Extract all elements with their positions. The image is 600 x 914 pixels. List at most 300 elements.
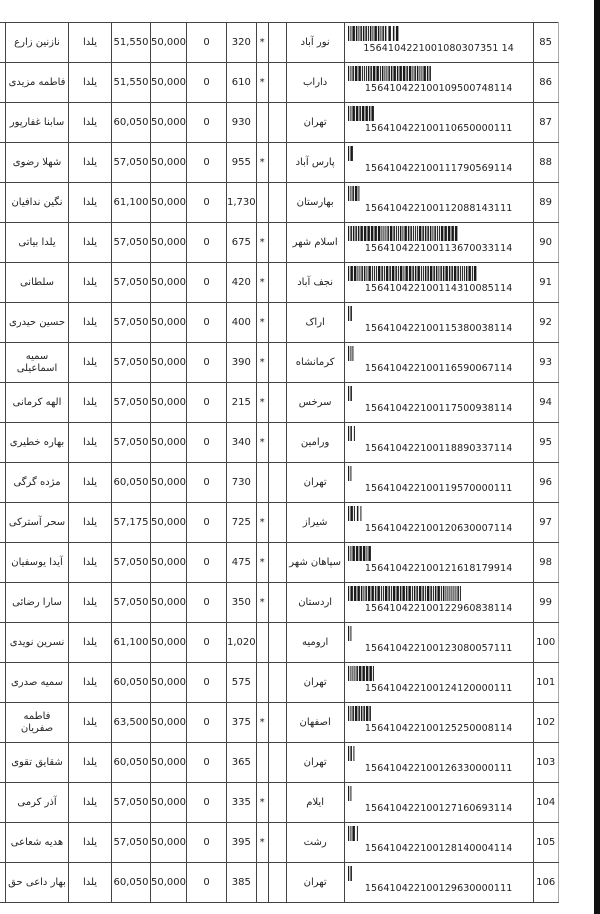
blank-cell bbox=[268, 223, 286, 263]
barcode-number: 156410422100122960838114 bbox=[364, 603, 513, 614]
base-price: 50,000 bbox=[151, 623, 187, 663]
blank-cell bbox=[268, 183, 286, 223]
service-name: یلدا bbox=[69, 463, 112, 503]
city: ایلام bbox=[286, 783, 344, 823]
blank-cell bbox=[268, 503, 286, 543]
city: ورامین bbox=[286, 423, 344, 463]
star-marker bbox=[256, 103, 268, 143]
barcode-icon bbox=[348, 186, 530, 201]
city: سپاهان شهر bbox=[286, 543, 344, 583]
service-name: یلدا bbox=[69, 343, 112, 383]
service-name: یلدا bbox=[69, 863, 112, 903]
base-price: 50,000 bbox=[151, 423, 187, 463]
star-marker: * bbox=[256, 823, 268, 863]
total-price: 57,050 bbox=[112, 823, 151, 863]
row-number: 97 bbox=[533, 503, 558, 543]
city: تهران bbox=[286, 863, 344, 903]
star-marker: * bbox=[256, 783, 268, 823]
weight: 335 bbox=[227, 783, 257, 823]
star-marker bbox=[256, 623, 268, 663]
recipient-name: الهه کرمانی bbox=[6, 383, 69, 423]
city: بهارستان bbox=[286, 183, 344, 223]
total-price: 51,550 bbox=[112, 23, 151, 63]
barcode-cell bbox=[344, 463, 533, 503]
base-price: 50,000 bbox=[151, 783, 187, 823]
recipient-name: بهار داعی حق bbox=[6, 863, 69, 903]
recipient-name: سارا رضائی bbox=[6, 583, 69, 623]
barcode-number: 156410422100113670033114 bbox=[364, 243, 513, 254]
barcode-number: 156410422100114310085114 bbox=[364, 283, 513, 294]
base-price: 50,000 bbox=[151, 583, 187, 623]
total-price: 57,050 bbox=[112, 303, 151, 343]
city: اسلام شهر bbox=[286, 223, 344, 263]
barcode-icon bbox=[348, 666, 530, 681]
table-row bbox=[0, 863, 558, 903]
weight: 675 bbox=[227, 223, 257, 263]
table-body bbox=[0, 23, 558, 903]
blank-cell bbox=[268, 63, 286, 103]
base-price: 50,000 bbox=[151, 823, 187, 863]
service-name: یلدا bbox=[69, 23, 112, 63]
city: کرمانشاه bbox=[286, 343, 344, 383]
table-row bbox=[0, 343, 558, 383]
barcode-number: 156410422100111790569114 bbox=[364, 163, 513, 174]
zero-value: 0 bbox=[187, 783, 227, 823]
recipient-name: مژده گرگی bbox=[6, 463, 69, 503]
table-row bbox=[0, 463, 558, 503]
star-marker: * bbox=[256, 63, 268, 103]
total-price: 63,500 bbox=[112, 703, 151, 743]
barcode-cell bbox=[344, 543, 533, 583]
zero-value: 0 bbox=[187, 623, 227, 663]
service-name: یلدا bbox=[69, 543, 112, 583]
recipient-name: سابنا غفارپور bbox=[6, 103, 69, 143]
zero-value: 0 bbox=[187, 543, 227, 583]
barcode-icon bbox=[348, 466, 530, 481]
total-price: 60,050 bbox=[112, 863, 151, 903]
weight: 1,730 bbox=[227, 183, 257, 223]
star-marker: * bbox=[256, 583, 268, 623]
total-price: 57,050 bbox=[112, 143, 151, 183]
blank-cell bbox=[268, 303, 286, 343]
barcode-cell bbox=[344, 863, 533, 903]
total-price: 57,050 bbox=[112, 783, 151, 823]
barcode-icon bbox=[348, 386, 530, 401]
table-row bbox=[0, 703, 558, 743]
base-price: 50,000 bbox=[151, 703, 187, 743]
zero-value: 0 bbox=[187, 503, 227, 543]
barcode-icon bbox=[348, 626, 530, 641]
zero-value: 0 bbox=[187, 103, 227, 143]
zero-value: 0 bbox=[187, 223, 227, 263]
table-row bbox=[0, 383, 558, 423]
recipient-name: حسین حیدری bbox=[6, 303, 69, 343]
base-price: 50,000 bbox=[151, 503, 187, 543]
barcode-cell bbox=[344, 743, 533, 783]
shipment-table bbox=[0, 22, 559, 903]
row-number: 102 bbox=[533, 703, 558, 743]
barcode-icon bbox=[348, 66, 530, 81]
base-price: 50,000 bbox=[151, 103, 187, 143]
barcode-icon bbox=[348, 506, 530, 521]
total-price: 57,175 bbox=[112, 503, 151, 543]
barcode-icon bbox=[348, 266, 530, 281]
zero-value: 0 bbox=[187, 303, 227, 343]
barcode-icon bbox=[348, 306, 530, 321]
city: تهران bbox=[286, 103, 344, 143]
city: اردستان bbox=[286, 583, 344, 623]
blank-cell bbox=[268, 863, 286, 903]
barcode-number: 156410422100123080057111 bbox=[364, 643, 513, 654]
row-number: 104 bbox=[533, 783, 558, 823]
recipient-name: آذر کرمی bbox=[6, 783, 69, 823]
recipient-name: نگین ندافیان bbox=[6, 183, 69, 223]
recipient-name: سمیه اسماعیلی bbox=[6, 343, 69, 383]
blank-cell bbox=[268, 423, 286, 463]
barcode-cell bbox=[344, 383, 533, 423]
star-marker bbox=[256, 463, 268, 503]
barcode-number: 156410422100121618179914 bbox=[364, 563, 513, 574]
total-price: 57,050 bbox=[112, 423, 151, 463]
star-marker bbox=[256, 743, 268, 783]
blank-cell bbox=[268, 703, 286, 743]
row-number: 90 bbox=[533, 223, 558, 263]
weight: 320 bbox=[227, 23, 257, 63]
recipient-name: نازنین زارع bbox=[6, 23, 69, 63]
barcode-number: 1564104221001080307351 14 bbox=[363, 43, 514, 54]
barcode-number: 156410422100119570000111 bbox=[364, 483, 513, 494]
base-price: 50,000 bbox=[151, 263, 187, 303]
zero-value: 0 bbox=[187, 823, 227, 863]
total-price: 51,550 bbox=[112, 63, 151, 103]
city: سرخس bbox=[286, 383, 344, 423]
blank-cell bbox=[268, 383, 286, 423]
zero-value: 0 bbox=[187, 863, 227, 903]
barcode-number: 156410422100117500938114 bbox=[364, 403, 513, 414]
barcode-icon bbox=[348, 706, 530, 721]
weight: 420 bbox=[227, 263, 257, 303]
base-price: 50,000 bbox=[151, 143, 187, 183]
base-price: 50,000 bbox=[151, 463, 187, 503]
base-price: 50,000 bbox=[151, 743, 187, 783]
barcode-icon bbox=[348, 146, 530, 161]
row-number: 88 bbox=[533, 143, 558, 183]
recipient-name: آیدا یوسفیان bbox=[6, 543, 69, 583]
table-row bbox=[0, 223, 558, 263]
blank-cell bbox=[268, 783, 286, 823]
service-name: یلدا bbox=[69, 783, 112, 823]
row-number: 95 bbox=[533, 423, 558, 463]
city: اصفهان bbox=[286, 703, 344, 743]
service-name: یلدا bbox=[69, 663, 112, 703]
barcode-number: 156410422100124120000111 bbox=[364, 683, 513, 694]
star-marker: * bbox=[256, 343, 268, 383]
table-row bbox=[0, 543, 558, 583]
city: پارس آباد bbox=[286, 143, 344, 183]
base-price: 50,000 bbox=[151, 863, 187, 903]
city: تهران bbox=[286, 463, 344, 503]
row-number: 93 bbox=[533, 343, 558, 383]
recipient-name: سلطانی bbox=[6, 263, 69, 303]
row-number: 96 bbox=[533, 463, 558, 503]
row-number: 106 bbox=[533, 863, 558, 903]
city: رشت bbox=[286, 823, 344, 863]
recipient-name: سحر آسترکی bbox=[6, 503, 69, 543]
service-name: یلدا bbox=[69, 503, 112, 543]
barcode-icon bbox=[348, 826, 530, 841]
total-price: 60,050 bbox=[112, 743, 151, 783]
barcode-icon bbox=[348, 786, 530, 801]
recipient-name: سمیه صدری bbox=[6, 663, 69, 703]
recipient-name: شهلا رضوی bbox=[6, 143, 69, 183]
recipient-name: نسرین نویدی bbox=[6, 623, 69, 663]
row-number: 87 bbox=[533, 103, 558, 143]
row-number: 101 bbox=[533, 663, 558, 703]
zero-value: 0 bbox=[187, 263, 227, 303]
blank-cell bbox=[268, 623, 286, 663]
recipient-name: هدیه شعاعی bbox=[6, 823, 69, 863]
star-marker: * bbox=[256, 703, 268, 743]
zero-value: 0 bbox=[187, 423, 227, 463]
weight: 365 bbox=[227, 743, 257, 783]
zero-value: 0 bbox=[187, 63, 227, 103]
barcode-cell bbox=[344, 503, 533, 543]
barcode-cell bbox=[344, 303, 533, 343]
service-name: یلدا bbox=[69, 583, 112, 623]
window-edge-bar bbox=[594, 0, 600, 914]
row-number: 89 bbox=[533, 183, 558, 223]
base-price: 50,000 bbox=[151, 63, 187, 103]
row-number: 86 bbox=[533, 63, 558, 103]
row-number: 105 bbox=[533, 823, 558, 863]
table-row bbox=[0, 23, 558, 63]
total-price: 57,050 bbox=[112, 543, 151, 583]
weight: 730 bbox=[227, 463, 257, 503]
recipient-name: فاطمه مزیدی bbox=[6, 63, 69, 103]
barcode-icon bbox=[348, 426, 530, 441]
city: اراک bbox=[286, 303, 344, 343]
table-row bbox=[0, 423, 558, 463]
zero-value: 0 bbox=[187, 743, 227, 783]
total-price: 61,100 bbox=[112, 623, 151, 663]
barcode-cell bbox=[344, 623, 533, 663]
barcode-number: 156410422100128140004114 bbox=[364, 843, 513, 854]
weight: 215 bbox=[227, 383, 257, 423]
star-marker bbox=[256, 863, 268, 903]
star-marker: * bbox=[256, 543, 268, 583]
barcode-number: 156410422100110650000111 bbox=[364, 123, 513, 134]
city: داراب bbox=[286, 63, 344, 103]
blank-cell bbox=[268, 23, 286, 63]
barcode-cell bbox=[344, 423, 533, 463]
service-name: یلدا bbox=[69, 703, 112, 743]
service-name: یلدا bbox=[69, 103, 112, 143]
city: تهران bbox=[286, 663, 344, 703]
service-name: یلدا bbox=[69, 183, 112, 223]
barcode-cell bbox=[344, 223, 533, 263]
weight: 340 bbox=[227, 423, 257, 463]
row-number: 85 bbox=[533, 23, 558, 63]
zero-value: 0 bbox=[187, 143, 227, 183]
barcode-cell bbox=[344, 103, 533, 143]
star-marker: * bbox=[256, 383, 268, 423]
row-number: 98 bbox=[533, 543, 558, 583]
service-name: یلدا bbox=[69, 383, 112, 423]
barcode-cell bbox=[344, 63, 533, 103]
barcode-icon bbox=[348, 106, 530, 121]
blank-cell bbox=[268, 103, 286, 143]
weight: 575 bbox=[227, 663, 257, 703]
service-name: یلدا bbox=[69, 303, 112, 343]
barcode-cell bbox=[344, 583, 533, 623]
barcode-number: 156410422100112088143111 bbox=[364, 203, 513, 214]
recipient-name: یلدا بیاتی bbox=[6, 223, 69, 263]
table-row bbox=[0, 783, 558, 823]
weight: 610 bbox=[227, 63, 257, 103]
city: تهران bbox=[286, 743, 344, 783]
star-marker: * bbox=[256, 23, 268, 63]
service-name: یلدا bbox=[69, 63, 112, 103]
barcode-cell bbox=[344, 823, 533, 863]
zero-value: 0 bbox=[187, 583, 227, 623]
blank-cell bbox=[268, 663, 286, 703]
table-row bbox=[0, 103, 558, 143]
barcode-icon bbox=[348, 26, 530, 41]
service-name: یلدا bbox=[69, 623, 112, 663]
table-row bbox=[0, 303, 558, 343]
blank-cell bbox=[268, 343, 286, 383]
table-row bbox=[0, 503, 558, 543]
table-row bbox=[0, 623, 558, 663]
zero-value: 0 bbox=[187, 703, 227, 743]
total-price: 60,050 bbox=[112, 663, 151, 703]
barcode-number: 156410422100127160693114 bbox=[364, 803, 513, 814]
row-number: 94 bbox=[533, 383, 558, 423]
barcode-number: 156410422100109500748114 bbox=[364, 83, 513, 94]
blank-cell bbox=[268, 823, 286, 863]
total-price: 57,050 bbox=[112, 343, 151, 383]
city: نور آباد bbox=[286, 23, 344, 63]
row-number: 100 bbox=[533, 623, 558, 663]
base-price: 50,000 bbox=[151, 343, 187, 383]
total-price: 57,050 bbox=[112, 223, 151, 263]
barcode-number: 156410422100120630007114 bbox=[364, 523, 513, 534]
city: نجف آباد bbox=[286, 263, 344, 303]
weight: 725 bbox=[227, 503, 257, 543]
barcode-cell bbox=[344, 703, 533, 743]
zero-value: 0 bbox=[187, 663, 227, 703]
zero-value: 0 bbox=[187, 23, 227, 63]
service-name: یلدا bbox=[69, 423, 112, 463]
barcode-number: 156410422100118890337114 bbox=[364, 443, 513, 454]
barcode-cell bbox=[344, 183, 533, 223]
barcode-icon bbox=[348, 346, 530, 361]
barcode-cell bbox=[344, 783, 533, 823]
row-number: 92 bbox=[533, 303, 558, 343]
star-marker: * bbox=[256, 303, 268, 343]
weight: 955 bbox=[227, 143, 257, 183]
row-number: 99 bbox=[533, 583, 558, 623]
barcode-cell bbox=[344, 663, 533, 703]
barcode-number: 156410422100125250008114 bbox=[364, 723, 513, 734]
barcode-number: 156410422100116590067114 bbox=[364, 363, 513, 374]
blank-cell bbox=[268, 583, 286, 623]
weight: 375 bbox=[227, 703, 257, 743]
service-name: یلدا bbox=[69, 263, 112, 303]
table-row bbox=[0, 743, 558, 783]
table-row bbox=[0, 183, 558, 223]
base-price: 50,000 bbox=[151, 383, 187, 423]
service-name: یلدا bbox=[69, 223, 112, 263]
star-marker: * bbox=[256, 263, 268, 303]
barcode-number: 156410422100126330000111 bbox=[364, 763, 513, 774]
row-number: 91 bbox=[533, 263, 558, 303]
base-price: 50,000 bbox=[151, 663, 187, 703]
star-marker: * bbox=[256, 503, 268, 543]
blank-cell bbox=[268, 143, 286, 183]
weight: 1,020 bbox=[227, 623, 257, 663]
zero-value: 0 bbox=[187, 463, 227, 503]
table-row bbox=[0, 823, 558, 863]
row-number: 103 bbox=[533, 743, 558, 783]
blank-cell bbox=[268, 263, 286, 303]
zero-value: 0 bbox=[187, 383, 227, 423]
barcode-number: 156410422100115380038114 bbox=[364, 323, 513, 334]
zero-value: 0 bbox=[187, 343, 227, 383]
barcode-icon bbox=[348, 226, 530, 241]
base-price: 50,000 bbox=[151, 183, 187, 223]
table-row bbox=[0, 63, 558, 103]
blank-cell bbox=[268, 463, 286, 503]
barcode-icon bbox=[348, 866, 530, 881]
weight: 475 bbox=[227, 543, 257, 583]
barcode-cell bbox=[344, 23, 533, 63]
total-price: 61,100 bbox=[112, 183, 151, 223]
star-marker bbox=[256, 663, 268, 703]
recipient-name: فاطمه صفریان bbox=[6, 703, 69, 743]
zero-value: 0 bbox=[187, 183, 227, 223]
base-price: 50,000 bbox=[151, 543, 187, 583]
table-row bbox=[0, 663, 558, 703]
recipient-name: بهاره خطیری bbox=[6, 423, 69, 463]
base-price: 50,000 bbox=[151, 303, 187, 343]
total-price: 60,050 bbox=[112, 463, 151, 503]
barcode-icon bbox=[348, 746, 530, 761]
barcode-number: 156410422100129630000111 bbox=[364, 883, 513, 894]
barcode-cell bbox=[344, 143, 533, 183]
total-price: 57,050 bbox=[112, 583, 151, 623]
base-price: 50,000 bbox=[151, 223, 187, 263]
weight: 385 bbox=[227, 863, 257, 903]
star-marker: * bbox=[256, 423, 268, 463]
weight: 390 bbox=[227, 343, 257, 383]
service-name: یلدا bbox=[69, 143, 112, 183]
star-marker: * bbox=[256, 223, 268, 263]
blank-cell bbox=[268, 543, 286, 583]
blank-cell bbox=[268, 743, 286, 783]
service-name: یلدا bbox=[69, 743, 112, 783]
weight: 395 bbox=[227, 823, 257, 863]
star-marker: * bbox=[256, 143, 268, 183]
base-price: 50,000 bbox=[151, 23, 187, 63]
weight: 930 bbox=[227, 103, 257, 143]
star-marker bbox=[256, 183, 268, 223]
barcode-icon bbox=[348, 586, 530, 601]
table-row bbox=[0, 263, 558, 303]
service-name: یلدا bbox=[69, 823, 112, 863]
table-row bbox=[0, 583, 558, 623]
city: ارومیه bbox=[286, 623, 344, 663]
